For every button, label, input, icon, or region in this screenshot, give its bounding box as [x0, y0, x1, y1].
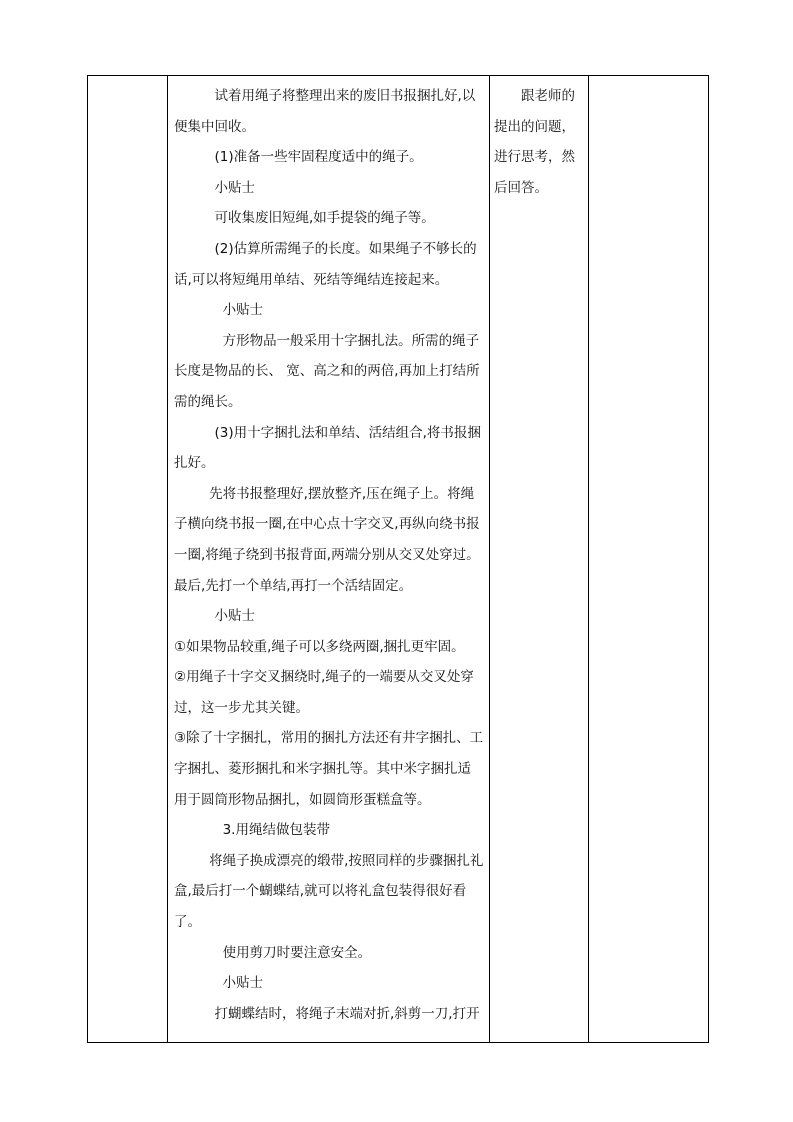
tip-heading: 小贴士	[222, 302, 264, 319]
tip-heading: 小贴士	[214, 179, 255, 196]
tip-heading: 小贴士	[222, 975, 264, 992]
table-row	[88, 76, 709, 1043]
empty-left-cell	[88, 76, 168, 1043]
paragraph: 方形物品一般采用十字捆扎法。所需的绳子长度是物品的长、 宽、高之和的两倍,再加上打结所需的绳长。	[174, 332, 480, 410]
tip-heading: 小贴士	[214, 608, 255, 625]
student-activity-text: 跟老师的提出的问题，进行思考，然后回答。	[494, 88, 575, 196]
safety-note: 使用剪刀时要注意安全。	[222, 944, 372, 961]
paragraph: 打蝴蝶结时，将绳子末端对折,斜剪一刀,打开	[214, 1005, 480, 1022]
lesson-plan-table	[87, 75, 709, 1043]
step-2: (2)估算所需绳子的长度。如果绳子不够长的话,可以将短绳用单结、死结等绳结连接起来。	[174, 240, 477, 288]
teaching-content-cell	[168, 76, 490, 1043]
student-activity-cell	[490, 76, 589, 1043]
step-1: (1)准备一些牢固程度适中的绳子。	[214, 149, 423, 166]
paragraph: 先将书报整理好,摆放整齐,压在绳子上。将绳子横向绕书报一圈,在中心点十字交叉,再纵向绕书报一圈,将绳子绕到书报背面,两端分别从交叉处穿过。最后,先打一个单结,再打一个活结固定。	[174, 485, 480, 594]
section-heading: 3.用绳结做包装带	[222, 822, 330, 839]
paragraph: 可收集废旧短绳,如手提袋的绳子等。	[214, 210, 435, 227]
paragraph: 试着用绳子将整理出来的废旧书报捆扎好,以便集中回收。	[174, 88, 476, 135]
tip-item: ①如果物品较重,绳子可以多绕两圈,捆扎更牢固。	[174, 638, 465, 655]
tip-item: ②用绳子十字交叉捆绕时,绳子的一端要从交叉处穿过，这一步尤其关键。	[174, 669, 474, 716]
tip-item: ③除了十字捆扎，常用的捆扎方法还有井字捆扎、工字捆扎、菱形捆扎和米字捆扎等。其中米字捆扎适用于圆筒形物品捆扎，如圆筒形蛋糕盒等。	[174, 730, 484, 808]
paragraph: 将绳子换成漂亮的缎带,按照同样的步骤捆扎礼盒,最后打一个蝴蝶结,就可以将礼盒包装得很好看了。	[174, 852, 484, 931]
step-3: (3)用十字捆扎法和单结、活结组合,将书报捆扎好。	[174, 424, 481, 472]
empty-right-cell	[589, 76, 709, 1043]
